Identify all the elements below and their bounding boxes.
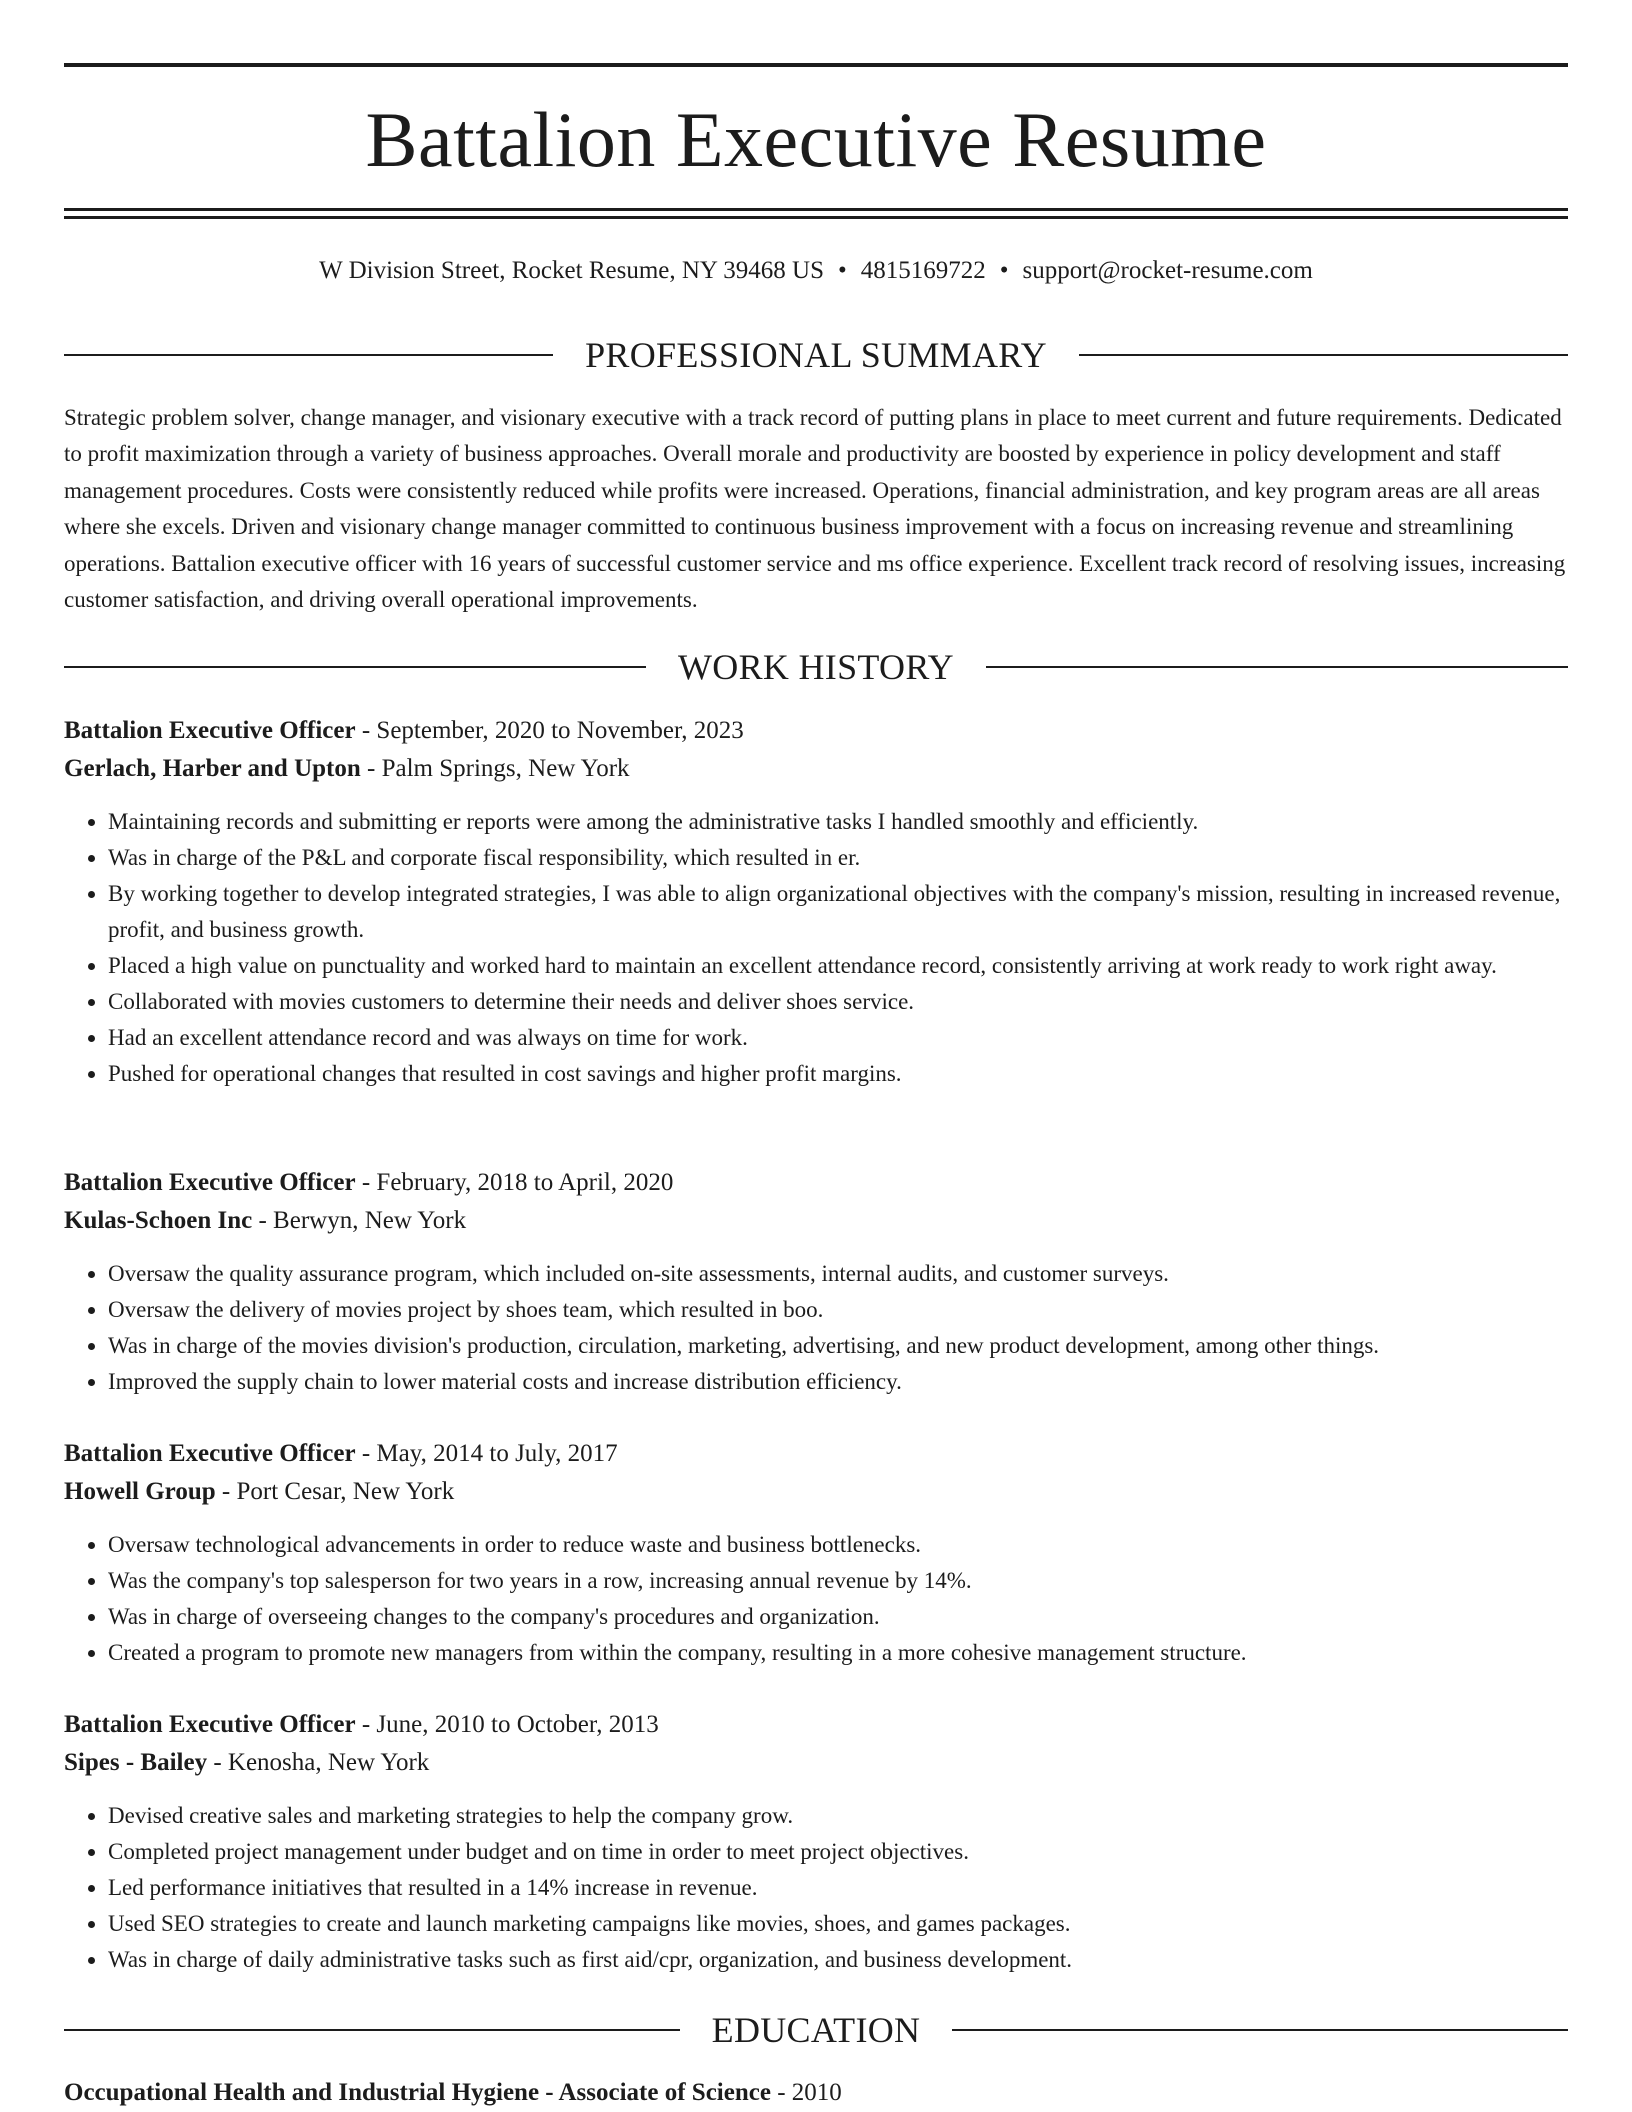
section-rule-left (64, 666, 646, 668)
job-company-line (64, 1744, 1568, 1782)
section-rule-left (64, 354, 553, 356)
job-header (64, 1435, 1568, 1473)
job-location: - Port Cesar, New York (215, 1478, 455, 1505)
section-heading-summary (64, 333, 1568, 377)
list-item: • Had an excellent attendance record and was always on time for work. (108, 1020, 1568, 1056)
section-title: WORK HISTORY (678, 647, 954, 687)
list-item: • Was in charge of daily administrative tasks such as first aid/cpr, organization, and business development. (108, 1942, 1568, 1978)
section-heading-education (64, 2008, 1568, 2052)
job-company: Gerlach, Harber and Upton (64, 755, 361, 782)
list-item: • Completed project management under budget and on time in order to meet project objectives. (108, 1834, 1568, 1870)
job-header (64, 712, 1568, 750)
job-title: Battalion Executive Officer (64, 1169, 356, 1196)
job-company: Sipes - Bailey (64, 1749, 208, 1776)
list-item: • Improved the supply chain to lower material costs and increase distribution efficiency. (108, 1364, 1568, 1400)
section-rule-right (986, 666, 1568, 668)
job-entry-4 (64, 1706, 1568, 1978)
list-item: • Was in charge of the P&L and corporate fiscal responsibility, which resulted in er. (108, 840, 1568, 876)
job-title: Battalion Executive Officer (64, 1711, 356, 1738)
job-dates: - June, 2010 to October, 2013 (355, 1711, 659, 1738)
contact-separator: • (999, 257, 1009, 284)
job-company: Kulas-Schoen Inc (64, 1207, 253, 1234)
summary-text: Strategic problem solver, change manager, and visionary executive with a track record of putting plans in place to meet current and future requirements. Dedicated to profit maximization through a variety of business approaches. Overall morale and productivity are boosted by experience in policy development and staff management procedures. Costs were consistently reduced while profits were increased. Operations, financial administration, and key program areas are all areas where she excels. Driven and visionary change manager committed to continuous business improvement with a focus on increasing revenue and streamlining operations. Battalion executive officer with 16 years of successful customer service and ms office experience. Excellent track record of resolving issues, increasing customer satisfaction, and driving overall operational improvements. (64, 405, 1566, 613)
list-item: • Placed a high value on punctuality and worked hard to maintain an excellent attendance record, consistently arriving at work ready to work right away. (108, 948, 1568, 984)
list-item: • Was the company's top salesperson for two years in a row, increasing annual revenue by 14%. (108, 1563, 1568, 1599)
list-item: • Oversaw the delivery of movies project by shoes team, which resulted in boo. (108, 1292, 1568, 1328)
job-title: Battalion Executive Officer (64, 717, 356, 744)
job-location: - Berwyn, New York (252, 1207, 467, 1234)
section-title: EDUCATION (711, 2010, 921, 2050)
resume-title: Battalion Executive Resume (365, 96, 1267, 183)
section-heading-work-history (64, 645, 1568, 689)
job-location: - Kenosha, New York (207, 1749, 430, 1776)
list-item: • Oversaw technological advancements in order to reduce waste and business bottlenecks. (108, 1527, 1568, 1563)
top-rule (64, 63, 1568, 67)
section-rule-right (1079, 354, 1568, 356)
job-company-line (64, 1473, 1568, 1511)
list-item: • Was in charge of overseeing changes to the company's procedures and organization. (108, 1599, 1568, 1635)
education-entry (64, 2074, 1568, 2112)
job-bullets (64, 1798, 1568, 1978)
list-item: • Created a program to promote new managers from within the company, resulting in a more cohesive management structure. (108, 1635, 1568, 1671)
list-item: • Pushed for operational changes that resulted in cost savings and higher profit margins. (108, 1056, 1568, 1092)
job-dates: - May, 2014 to July, 2017 (355, 1440, 618, 1467)
contact-email: support@rocket-resume.com (1022, 257, 1313, 284)
contact-separator: • (838, 257, 847, 284)
job-company-line (64, 750, 1568, 788)
list-item: • Collaborated with movies customers to determine their needs and deliver shoes service. (108, 984, 1568, 1020)
list-item: • By working together to develop integrated strategies, I was able to align organizational objectives with the company's mission, resulting in increased revenue, profit, and business growth. (108, 876, 1568, 948)
job-company: Howell Group (64, 1478, 216, 1505)
job-title: Battalion Executive Officer (64, 1440, 356, 1467)
list-item: • Maintaining records and submitting er reports were among the administrative tasks I handled smoothly and efficiently. (108, 804, 1568, 840)
section-rule-right (952, 2029, 1568, 2031)
education-year: - 2010 (770, 2079, 842, 2106)
job-company-line (64, 1202, 1568, 1240)
job-location: - Palm Springs, New York (360, 755, 630, 782)
list-item: • Devised creative sales and marketing strategies to help the company grow. (108, 1798, 1568, 1834)
section-title: PROFESSIONAL SUMMARY (585, 335, 1047, 375)
section-rule-left (64, 2029, 680, 2031)
job-bullets (64, 1527, 1568, 1671)
title-rule-lower (64, 216, 1568, 219)
job-dates: - September, 2020 to November, 2023 (355, 717, 744, 744)
contact-phone: 4815169722 (860, 257, 986, 284)
education-degree: Occupational Health and Industrial Hygiene - Associate of Science (64, 2079, 771, 2106)
contact-address: W Division Street, Rocket Resume, NY 39468 US (319, 257, 824, 284)
list-item: • Used SEO strategies to create and launch marketing campaigns like movies, shoes, and games packages. (108, 1906, 1568, 1942)
job-bullets (64, 1256, 1568, 1400)
title-rule-upper (64, 208, 1568, 211)
contact-line (64, 253, 1568, 289)
job-entry-1 (64, 712, 1568, 1092)
job-dates: - February, 2018 to April, 2020 (355, 1169, 674, 1196)
job-header (64, 1164, 1568, 1202)
list-item: • Led performance initiatives that resulted in a 14% increase in revenue. (108, 1870, 1568, 1906)
list-item: • Was in charge of the movies division's production, circulation, marketing, advertising, and new product development, among other things. (108, 1328, 1568, 1364)
job-bullets (64, 804, 1568, 1092)
job-entry-3 (64, 1435, 1568, 1671)
job-header (64, 1706, 1568, 1744)
job-entry-2 (64, 1164, 1568, 1400)
list-item: • Oversaw the quality assurance program, which included on-site assessments, internal audits, and customer surveys. (108, 1256, 1568, 1292)
